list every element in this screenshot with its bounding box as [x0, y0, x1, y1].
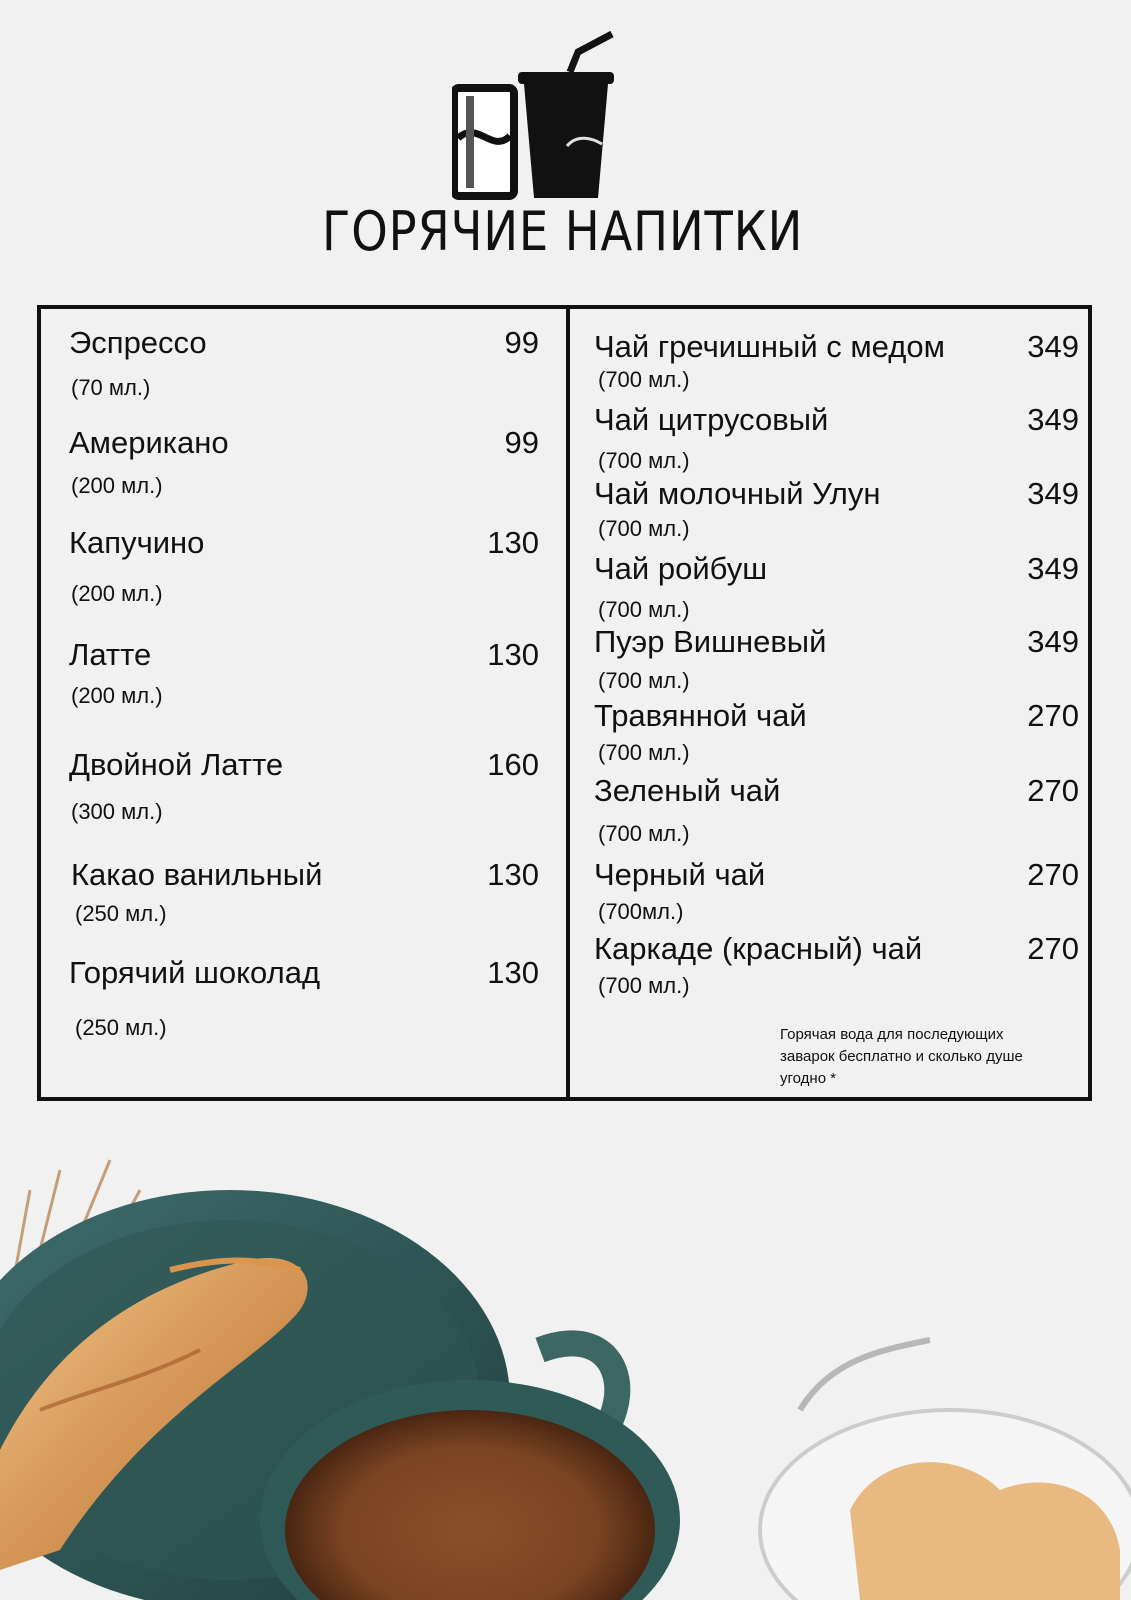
item-volume: (250 мл.) [75, 1015, 167, 1040]
item-price: 270 [1027, 773, 1079, 808]
item-name: Американо [69, 425, 229, 460]
page-title: ГОРЯЧИЕ НАПИТКИ [322, 200, 804, 263]
item-volume: (700 мл.) [598, 821, 690, 846]
item-name: Горячий шоколад [69, 955, 321, 990]
item-volume: (700мл.) [598, 899, 684, 924]
item-price: 160 [487, 747, 539, 782]
item-name: Чай гречишный с медом [594, 329, 945, 364]
tea-column [594, 309, 1079, 1097]
item-volume: (250 мл.) [75, 901, 167, 926]
column-divider [566, 309, 570, 1097]
item-name: Капучино [69, 525, 205, 560]
item-name: Эспрессо [69, 325, 207, 360]
item-volume: (200 мл.) [71, 473, 163, 498]
glass-jar [760, 1340, 1131, 1600]
item-price: 349 [1027, 476, 1079, 511]
item-price: 130 [487, 637, 539, 672]
item-name: Черный чай [594, 857, 766, 892]
item-name: Каркаде (красный) чай [594, 931, 923, 966]
item-volume: (200 мл.) [71, 581, 163, 606]
item-volume: (700 мл.) [598, 367, 690, 392]
item-volume: (70 мл.) [71, 375, 151, 400]
hot-water-note [780, 1024, 1070, 1090]
item-name: Чай молочный Улун [594, 476, 881, 511]
menu-table [37, 305, 1092, 1101]
item-price: 349 [1027, 329, 1079, 364]
item-name: Пуэр Вишневый [594, 624, 827, 659]
item-price: 349 [1027, 624, 1079, 659]
item-price: 349 [1027, 551, 1079, 586]
item-price: 270 [1027, 698, 1079, 733]
item-volume: (700 мл.) [598, 516, 690, 541]
coffee-column [69, 309, 539, 1097]
item-price: 270 [1027, 931, 1079, 966]
item-volume: (200 мл.) [71, 683, 163, 708]
item-price: 99 [504, 425, 539, 460]
item-price: 130 [487, 525, 539, 560]
item-volume: (700 мл.) [598, 973, 690, 998]
item-price: 270 [1027, 857, 1079, 892]
note-line: угодно * [780, 1070, 837, 1087]
item-volume: (300 мл.) [71, 799, 163, 824]
note-line: заварок бесплатно и сколько душе [780, 1048, 1023, 1065]
item-volume: (700 мл.) [598, 597, 690, 622]
item-price: 349 [1027, 402, 1079, 437]
item-volume: (700 мл.) [598, 740, 690, 765]
item-name: Латте [69, 637, 152, 672]
item-name: Зеленый чай [594, 773, 781, 808]
item-name: Какао ванильный [71, 857, 323, 892]
item-price: 130 [487, 955, 539, 990]
coffee-croissant-photo [0, 1150, 1131, 1600]
item-price: 130 [487, 857, 539, 892]
item-price: 99 [504, 325, 539, 360]
item-name: Двойной Латте [69, 747, 284, 782]
drinks-icon [452, 26, 632, 206]
item-name: Чай цитрусовый [594, 402, 829, 437]
item-volume: (700 мл.) [598, 448, 690, 473]
item-volume: (700 мл.) [598, 668, 690, 693]
note-line: Горячая вода для последующих [780, 1026, 1004, 1043]
item-name: Чай ройбуш [594, 551, 768, 586]
item-name: Травянной чай [594, 698, 807, 733]
